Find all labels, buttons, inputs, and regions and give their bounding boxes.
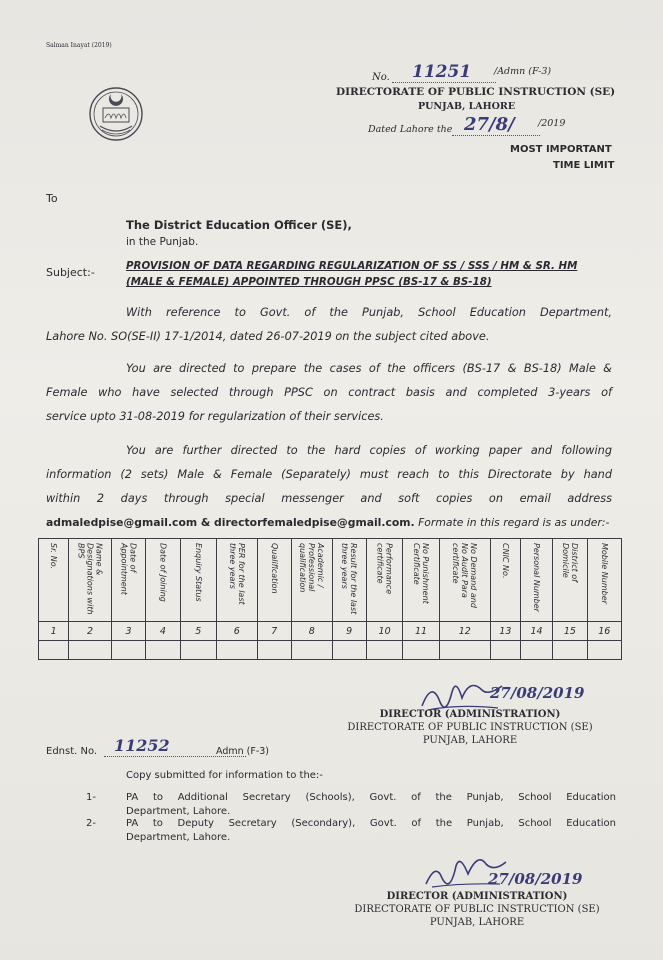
table-number-cell: 5 (180, 622, 216, 641)
letter-number-handwritten: 11251 (412, 62, 472, 82)
subject-label: Subject:- (46, 266, 95, 279)
para3-line2: information (2 sets) Male & Female (Separately) must reach to this Directorate by hand (46, 468, 612, 481)
endorsement-label: Ednst. No. (46, 746, 98, 757)
to-label: To (46, 192, 58, 205)
priority-label-2: TIME LIMIT (553, 160, 615, 171)
para3-line3: within 2 days through special messenger and soft copies on email address (46, 492, 612, 505)
data-format-table (38, 538, 622, 660)
table-header-cell: Date of Joining (146, 539, 180, 622)
table-number-cell: 4 (146, 622, 180, 641)
dated-handwritten: 27/8/ (464, 114, 515, 135)
table-header-cell: Sr. No. (39, 539, 69, 622)
table-header-cell: PER for the last three years (216, 539, 257, 622)
signature-1-date: 27/08/2019 (490, 684, 585, 702)
endorsement-suffix: Admn (F-3) (216, 746, 270, 757)
letter-number-label: No. (372, 72, 390, 83)
table-number-cell: 2 (69, 622, 112, 641)
signature-2-date: 27/08/2019 (488, 870, 583, 888)
table-header-row (39, 539, 622, 622)
letter-number-suffix: /Admn (F-3) (494, 66, 552, 77)
table-number-cell: 6 (216, 622, 257, 641)
table-header-cell: Mobile Number (587, 539, 621, 622)
table-header-cell: Date of Appointment (111, 539, 145, 622)
signature-1-title: DIRECTOR (ADMINISTRATION) (379, 709, 561, 720)
dated-label: Dated Lahore the (368, 124, 453, 135)
signature-1-block (340, 708, 600, 747)
copy-item-1-num: 1- (86, 792, 96, 803)
signature-2-org: DIRECTORATE OF PUBLIC INSTRUCTION (SE) (354, 904, 600, 915)
dated-line (452, 135, 540, 136)
table-header-cell: Performance certificate (366, 539, 402, 622)
table-header-cell: Personal Number (520, 539, 552, 622)
table-header-cell: Name & Designations with BPS (69, 539, 112, 622)
table-number-cell: 16 (587, 622, 621, 641)
signature-2-title: DIRECTOR (ADMINISTRATION) (386, 891, 568, 902)
table-number-cell: 14 (520, 622, 552, 641)
subject-line-2: (MALE & FEMALE) APPOINTED THROUGH PPSC (BS-17 & BS-18) (126, 276, 492, 288)
signature-1-org: DIRECTORATE OF PUBLIC INSTRUCTION (SE) (347, 722, 593, 733)
copy-item-2-line1: PA to Deputy Secretary (Secondary), Govt. of the Punjab, School Education (126, 818, 616, 829)
para1-line1: With reference to Govt. of the Punjab, School Education Department, (126, 306, 612, 319)
table-number-cell: 10 (366, 622, 402, 641)
para2-line2: Female who have selected through PPSC on contract basis and completed 3-years of (46, 386, 612, 399)
para2-line3: service upto 31-08-2019 for regularization of their services. (46, 410, 384, 423)
table-number-cell: 12 (439, 622, 490, 641)
table-header-cell: Academic / Professional qualification (291, 539, 332, 622)
table-number-cell: 9 (332, 622, 366, 641)
subject-line-1: PROVISION OF DATA REGARDING REGULARIZATION OF SS / SSS / HM & SR. HM (126, 260, 578, 272)
email-addresses: admaledpise@gmail.com & directorfemaledpise@gmail.com. (46, 516, 415, 529)
table-header-cell: Enquiry Status (180, 539, 216, 622)
table-header-cell: No Punishment Certificate (403, 539, 439, 622)
recipient-location: in the Punjab. (126, 236, 199, 248)
punjab-emblem-icon (88, 84, 144, 148)
copy-item-2-line2: Department, Lahore. (126, 832, 231, 843)
corner-note: Salman Inayat (2019) (46, 42, 112, 49)
copy-item-2-num: 2- (86, 818, 96, 829)
para3-line1: You are further directed to the hard copies of working paper and following (126, 444, 612, 457)
table-number-cell: 8 (291, 622, 332, 641)
table-number-cell: 15 (553, 622, 587, 641)
table-header-cell: Qualification (257, 539, 291, 622)
endorsement-intro: Copy submitted for information to the:- (126, 770, 323, 781)
recipient: The District Education Officer (SE), (126, 218, 352, 232)
table-number-cell: 3 (111, 622, 145, 641)
table-number-row (39, 622, 622, 641)
para2-line1: You are directed to prepare the cases of the officers (BS-17 & BS-18) Male & (126, 362, 612, 375)
para1-line2: Lahore No. SO(SE-II) 17-1/2014, dated 26-07-2019 on the subject cited above. (46, 330, 490, 343)
table-number-cell: 7 (257, 622, 291, 641)
table-header-cell: CNIC No. (490, 539, 520, 622)
table-number-cell: 11 (403, 622, 439, 641)
priority-label-1: MOST IMPORTANT (510, 144, 612, 155)
table-header-cell: District of Domicile (553, 539, 587, 622)
table-empty-row (39, 641, 622, 660)
para3-tail: Formate in this regard is as under:- (414, 516, 610, 529)
letter-number-line (392, 82, 496, 83)
copy-item-1-line2: Department, Lahore. (126, 806, 231, 817)
table-header-cell: Result for the last three years (332, 539, 366, 622)
table-number-cell: 1 (39, 622, 69, 641)
table-header-cell: No Demand and No Audit Para certificate (439, 539, 490, 622)
table-number-cell: 13 (490, 622, 520, 641)
signature-2-city: PUNJAB, LAHORE (429, 917, 525, 928)
directorate-name: DIRECTORATE OF PUBLIC INSTRUCTION (SE) (336, 86, 616, 98)
dated-year: /2019 (538, 118, 566, 129)
endorsement-number: 11252 (114, 736, 170, 755)
signature-2-block (342, 890, 612, 929)
signature-1-city: PUNJAB, LAHORE (422, 735, 518, 746)
para3-line4 (46, 516, 609, 529)
directorate-city: PUNJAB, LAHORE (418, 101, 516, 112)
copy-item-1-line1: PA to Additional Secretary (Schools), Govt. of the Punjab, School Education (126, 792, 616, 803)
